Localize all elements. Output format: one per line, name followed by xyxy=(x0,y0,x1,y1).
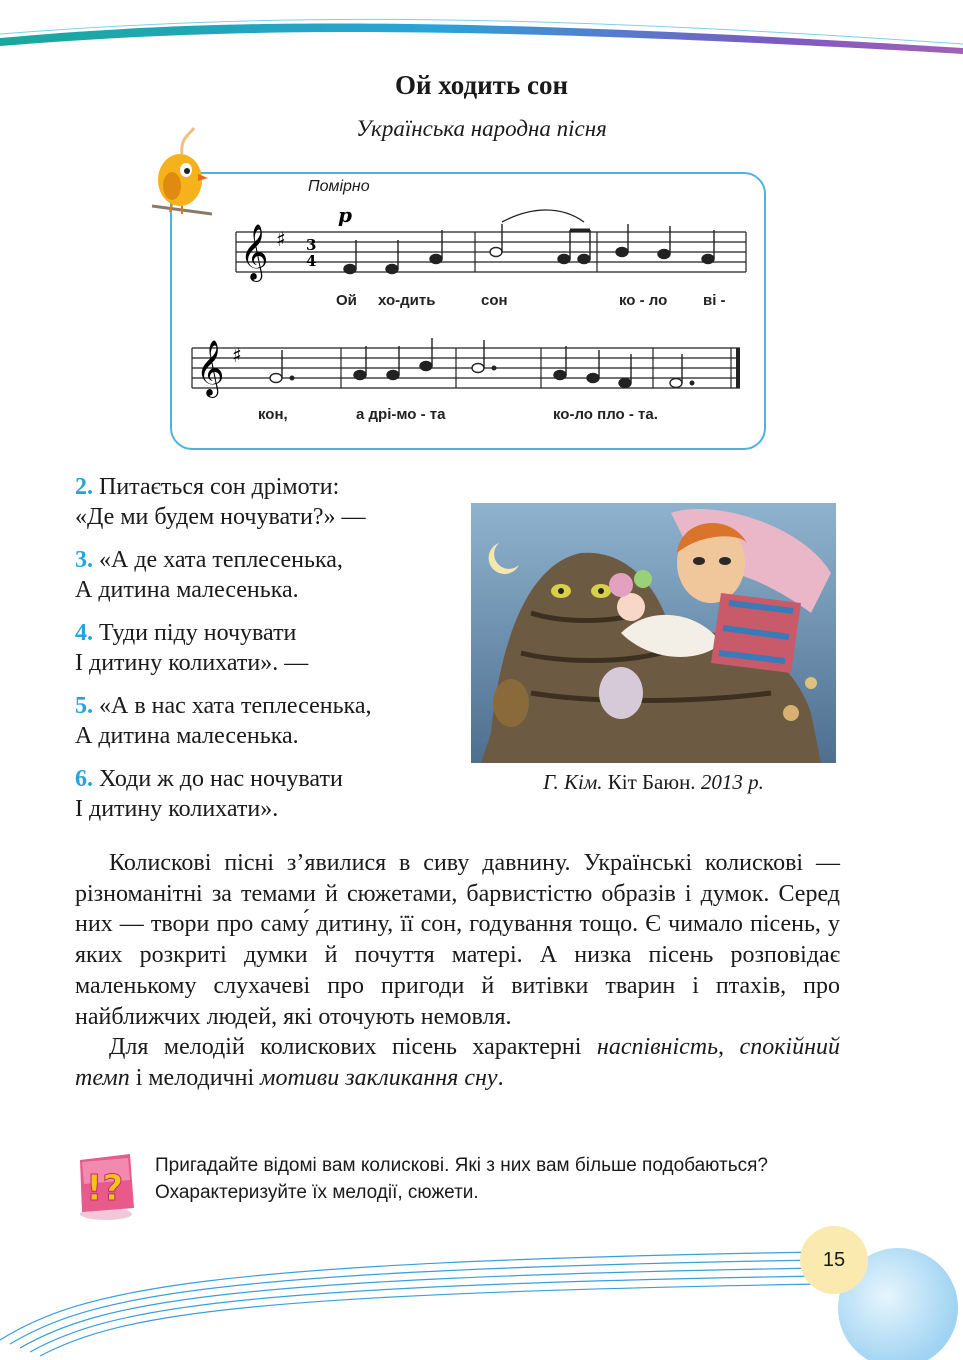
verse-line: Питається сон дрімоти: xyxy=(99,474,340,500)
svg-text:!?: !? xyxy=(86,1168,124,1209)
caption-author: Г. Кім. xyxy=(543,770,603,794)
time-signature-bottom: 4 xyxy=(306,252,317,270)
lyric-syllable: кон, xyxy=(258,406,288,423)
key-signature-sharp: ♯ xyxy=(276,227,286,251)
verse-line: «А в нас хата теплесенька, xyxy=(99,693,372,719)
top-decorative-stripe xyxy=(0,0,963,70)
verse xyxy=(75,472,465,532)
painting-image xyxy=(471,503,836,763)
song-subtitle: Українська народна пісня xyxy=(356,116,607,141)
verse xyxy=(75,764,465,824)
staff-line-2 xyxy=(188,322,748,408)
discussion-question: Пригадайте відомі вам колискові. Які з них вам більше подобаються? Охарактеризуйте їх мелодії, сюжети. xyxy=(155,1155,768,1203)
song-title: Ой ходить сон xyxy=(394,70,569,100)
verse-number: 2. xyxy=(75,474,93,500)
lyric-syllable: хо-дить xyxy=(378,292,436,309)
painting-caption xyxy=(471,770,836,795)
paragraph-text: Для мелодій колискових пісень характерні xyxy=(109,1034,597,1061)
time-signature-top: 3 xyxy=(306,236,317,254)
dynamic-marking: p xyxy=(338,203,352,227)
lyric-syllable: сон xyxy=(481,292,508,309)
verse-number: 6. xyxy=(75,766,93,792)
staff-line-1 xyxy=(232,200,752,292)
page-number: 15 xyxy=(822,1249,846,1271)
song-verses xyxy=(75,472,465,837)
verse-line: Ходи ж до нас ночувати xyxy=(99,766,343,792)
emphasis-text: мотиви закликання сну xyxy=(260,1064,498,1091)
verse-line: А дитина малесенька. xyxy=(75,577,299,603)
lyric-syllable: Ой xyxy=(336,292,357,309)
emphasis-text: наспівність, спокійний темп xyxy=(75,1034,840,1091)
verse-line: А дитина малесенька. xyxy=(75,723,299,749)
caption-year: 2013 р. xyxy=(700,770,764,794)
paragraph-text: і мелодичні xyxy=(129,1064,261,1091)
lyric-syllable: ко - ло xyxy=(619,292,668,309)
verse-number: 5. xyxy=(75,693,93,719)
verse-number: 3. xyxy=(75,547,93,573)
tempo-marking: Помірно xyxy=(308,178,370,195)
treble-clef-icon: 𝄞 xyxy=(196,340,225,396)
verse xyxy=(75,691,465,751)
question-exclamation-icon xyxy=(72,1150,138,1222)
caption-work: Кіт Баюн. xyxy=(602,770,701,794)
verse-line: «Де ми будем ночувати?» — xyxy=(75,504,366,530)
verse-line: І дитину колихати». — xyxy=(75,650,309,676)
paragraph: Колискові пісні з’явилися в сиву давнину. Українські колискові — різноманітні за темами й сюжетами, барвистістю образів і думок. Серед них — твори про саму́ дитину, її сон, годування тощо. Є чимало пісень, у яких розкриті думки й почуття матері. А низка пісень розповідає маленькому слухачеві про пригоди й витівки тварин і птахів, про найближчих людей, які оточують немовля. xyxy=(75,850,840,1030)
verse-number: 4. xyxy=(75,620,93,646)
paragraph-text: . xyxy=(497,1064,504,1091)
treble-clef-icon: 𝄞 xyxy=(240,224,269,280)
body-text xyxy=(75,848,840,1094)
lyric-syllable: ві - xyxy=(703,292,726,309)
verse-line: «А де хата теплесенька, xyxy=(99,547,343,573)
lyric-syllable: ко-ло пло - та. xyxy=(553,406,658,423)
lyric-syllable: а дрі-мо - та xyxy=(356,406,446,423)
verse xyxy=(75,618,465,678)
verse xyxy=(75,545,465,605)
paragraph xyxy=(75,1032,840,1093)
verse-line: І дитину колихати». xyxy=(75,796,279,822)
verse-line: Туди піду ночувати xyxy=(99,620,297,646)
bird-icon xyxy=(142,124,214,220)
key-signature-sharp: ♯ xyxy=(232,343,242,367)
